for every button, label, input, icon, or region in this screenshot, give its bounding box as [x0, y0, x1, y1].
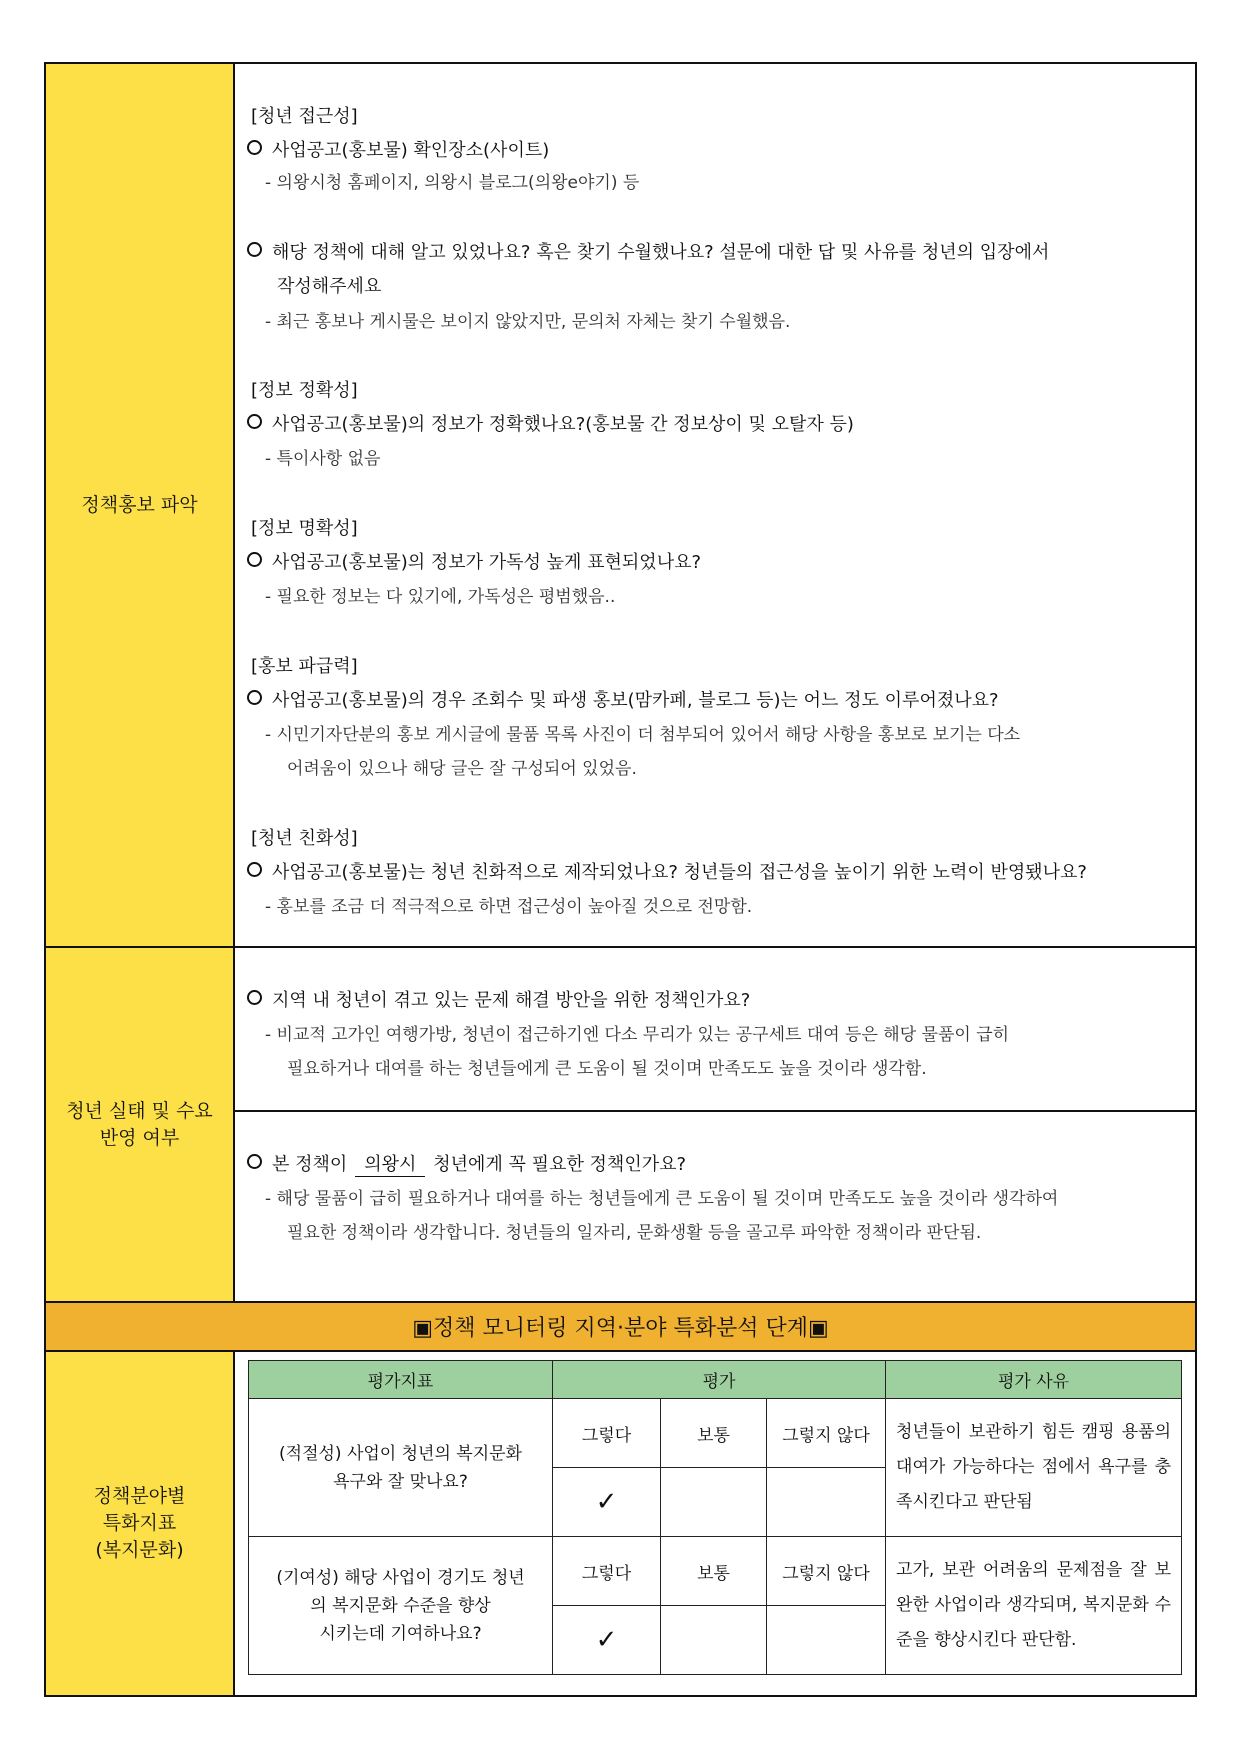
reason-cell: 고가, 보관 어려움의 문제점을 잘 보완한 사업이라 생각되며, 복지문화 수준을 향상시킨다 판단함.	[886, 1537, 1182, 1675]
reach-title: [홍보 파급력]	[251, 656, 358, 677]
indicator-cell: (기여성) 해당 사업이 경기도 청년 의 복지문화 수준을 향상 시키는데 기여하나요?	[249, 1537, 553, 1675]
indicator-cell: (적절성) 사업이 청년의 복지문화 욕구와 잘 맞나요?	[249, 1399, 553, 1537]
evaluation-table	[248, 1360, 1182, 1675]
demand-answer-1: - 비교적 고가인 여행가방, 청년이 접근하기엔 다소 무리가 있는 공구세트 대여 등은 해당 물품이 급히	[265, 1025, 1010, 1045]
demand-answer-2-cont: 필요한 정책이라 생각합니다. 청년들의 일자리, 문화생활 등을 골고루 파악한 정책이라 판단됨.	[287, 1223, 982, 1243]
promo-label-cell	[44, 62, 235, 948]
access-answer-1: - 의왕시청 홈페이지, 의왕시 블로그(의왕e야기) 등	[265, 173, 640, 193]
demand-label: 청년 실태 및 수요 반영 여부	[66, 1099, 213, 1149]
circle-bullet-icon	[247, 552, 262, 567]
demand-answer-1-cont: 필요하거나 대여를 하는 청년들에게 큰 도움이 될 것이며 만족도도 높을 것이라 생각함.	[287, 1059, 927, 1079]
reach-answer-cont: 어려움이 있으나 해당 글은 잘 구성되어 있었음.	[287, 759, 637, 779]
clarity-question: 사업공고(홍보물)의 정보가 가독성 높게 표현되었나요?	[247, 548, 701, 574]
friendly-question: 사업공고(홍보물)는 청년 친화적으로 제작되었나요? 청년들의 접근성을 높이기 위한 노력이 반영됐나요?	[247, 858, 1087, 884]
reason-cell: 청년들이 보관하기 힘든 캠핑 용품의 대여가 가능하다는 점에서 욕구를 충족시킨다고 판단됨	[886, 1399, 1182, 1537]
circle-bullet-icon	[247, 1154, 262, 1169]
empty-check-cell	[661, 1468, 767, 1537]
demand-content-cell-1	[233, 946, 1197, 1112]
reach-question: 사업공고(홍보물)의 경우 조회수 및 파생 홍보(맘카페, 블로그 등)는 어느 정도 이루어졌나요?	[247, 686, 999, 712]
circle-bullet-icon	[247, 690, 262, 705]
access-question-2: 해당 정책에 대해 알고 있었나요? 혹은 찾기 수월했나요? 설문에 대한 답 및 사유를 청년의 입장에서	[247, 238, 1049, 264]
circle-bullet-icon	[247, 862, 262, 877]
access-question-2-cont: 작성해주세요	[277, 276, 382, 297]
demand-question-2: 본 정책이 의왕시 청년에게 꼭 필요한 정책인가요?	[247, 1150, 686, 1177]
access-question-1: 사업공고(홍보물) 확인장소(사이트)	[247, 136, 549, 162]
table-header-row	[249, 1361, 1182, 1399]
special-label: 정책분야별 특화지표 (복지문화)	[93, 1485, 186, 1561]
accuracy-title: [정보 정확성]	[251, 380, 358, 401]
checkmark-icon: ✓	[553, 1606, 661, 1675]
option-no: 그렇지 않다	[767, 1399, 886, 1468]
option-no: 그렇지 않다	[767, 1537, 886, 1606]
circle-bullet-icon	[247, 414, 262, 429]
special-label-cell	[44, 1350, 235, 1697]
header-evaluation: 평가	[553, 1361, 886, 1399]
option-yes: 그렇다	[553, 1537, 661, 1606]
promo-label: 정책홍보 파악	[81, 493, 198, 516]
section-banner: ▣정책 모니터링 지역·분야 특화분석 단계▣	[44, 1301, 1197, 1352]
demand-label-cell	[44, 946, 235, 1303]
demand-answer-2: - 해당 물품이 급히 필요하거나 대여를 하는 청년들에게 큰 도움이 될 것이며 만족도도 높을 것이라 생각하여	[265, 1189, 1059, 1209]
checkmark-icon: ✓	[553, 1468, 661, 1537]
empty-check-cell	[767, 1606, 886, 1675]
header-reason: 평가 사유	[886, 1361, 1182, 1399]
clarity-title: [정보 명확성]	[251, 518, 358, 539]
demand-content-cell-2	[233, 1110, 1197, 1303]
empty-check-cell	[661, 1606, 767, 1675]
demand-question-1: 지역 내 청년이 겪고 있는 문제 해결 방안을 위한 정책인가요?	[247, 986, 750, 1012]
circle-bullet-icon	[247, 990, 262, 1005]
friendly-answer: - 홍보를 조금 더 적극적으로 하면 접근성이 높아질 것으로 전망함.	[265, 897, 753, 917]
accuracy-answer: - 특이사항 없음	[265, 449, 381, 469]
access-answer-2: - 최근 홍보나 게시물은 보이지 않았지만, 문의처 자체는 찾기 수월했음.	[265, 312, 791, 332]
accuracy-question: 사업공고(홍보물)의 정보가 정확했나요?(홍보물 간 정보상이 및 오탈자 등)	[247, 410, 854, 436]
circle-bullet-icon	[247, 242, 262, 257]
access-title: [청년 접근성]	[251, 106, 358, 127]
clarity-answer: - 필요한 정보는 다 있기에, 가독성은 평범했음..	[265, 587, 616, 607]
empty-check-cell	[767, 1468, 886, 1537]
circle-bullet-icon	[247, 140, 262, 155]
option-yes: 그렇다	[553, 1399, 661, 1468]
table-row	[249, 1537, 1182, 1606]
region-name: 의왕시	[355, 1150, 425, 1177]
friendly-title: [청년 친화성]	[251, 828, 358, 849]
table-row	[249, 1399, 1182, 1468]
option-neutral: 보통	[661, 1399, 767, 1468]
header-indicator: 평가지표	[249, 1361, 553, 1399]
option-neutral: 보통	[661, 1537, 767, 1606]
reach-answer: - 시민기자단분의 홍보 게시글에 물품 목록 사진이 더 첨부되어 있어서 해당 사항을 홍보로 보기는 다소	[265, 725, 1021, 745]
promo-content-cell	[233, 62, 1197, 948]
